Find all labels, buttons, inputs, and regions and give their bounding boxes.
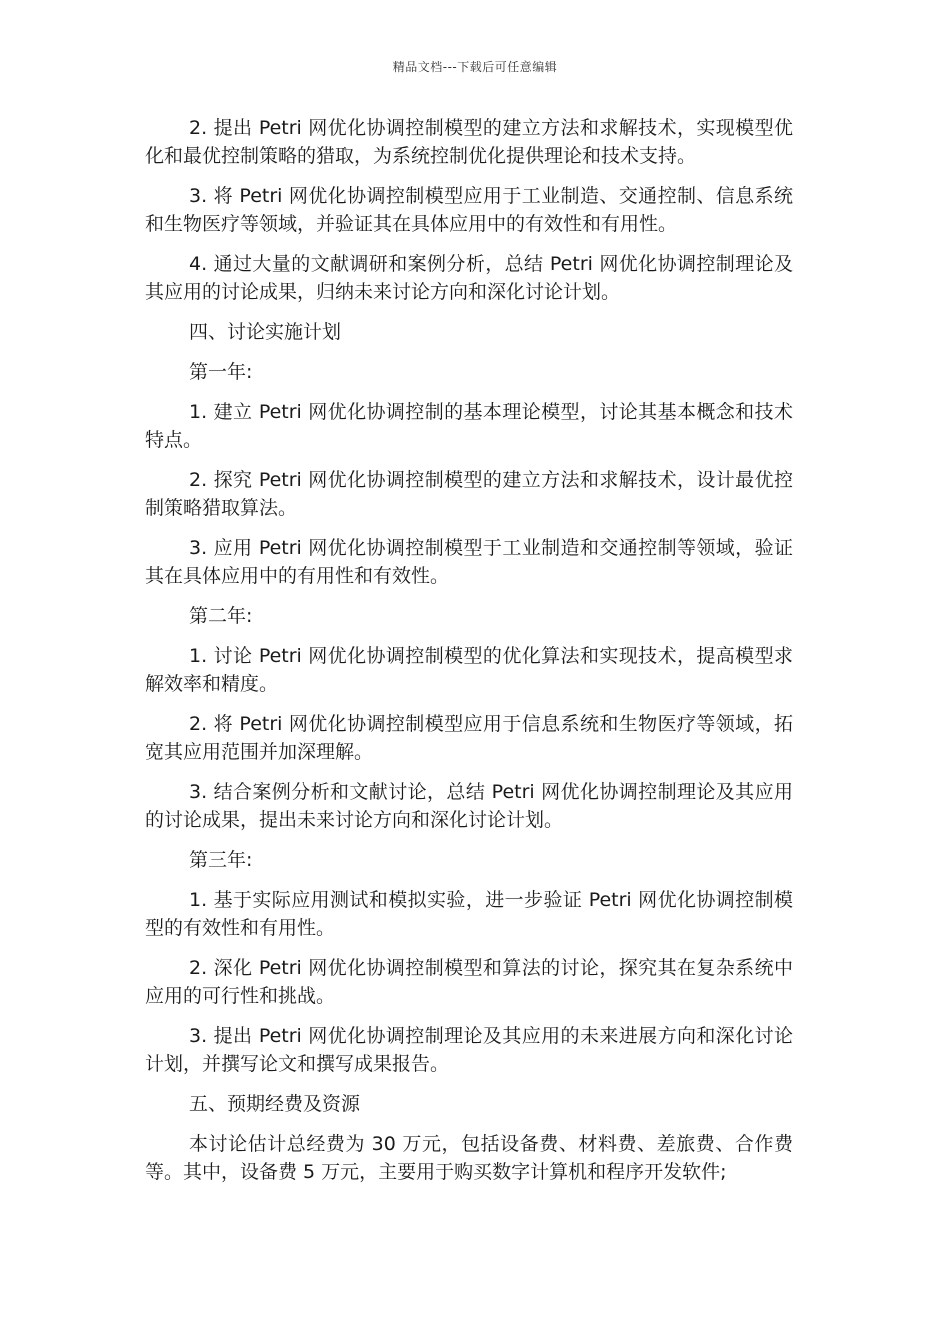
section-heading: 五、预期经费及资源 (189, 1093, 361, 1115)
paragraph: 2. 探究 Petri 网优化协调控制模型的建立方法和求解技术，设计最优控制策略猎取算法。 (145, 469, 793, 519)
year-heading: 第二年: (189, 605, 253, 627)
year-heading: 第三年: (189, 849, 253, 871)
paragraph: 本讨论估计总经费为 30 万元，包括设备费、材料费、差旅费、合作费等。其中，设备费 5 万元，主要用于购买数字计算机和程序开发软件; (145, 1133, 793, 1183)
paragraph: 1. 建立 Petri 网优化协调控制的基本理论模型，讨论其基本概念和技术特点。 (145, 401, 793, 451)
page-header-watermark: 精品文档---下载后可任意编辑 (392, 60, 558, 74)
paragraph: 3. 应用 Petri 网优化协调控制模型于工业制造和交通控制等领域，验证其在具体应用中的有用性和有效性。 (145, 537, 793, 587)
paragraph: 4. 通过大量的文献调研和案例分析，总结 Petri 网优化协调控制理论及其应用的讨论成果，归纳未来讨论方向和深化讨论计划。 (145, 253, 793, 303)
paragraph: 3. 将 Petri 网优化协调控制模型应用于工业制造、交通控制、信息系统和生物医疗等领域，并验证其在具体应用中的有效性和有用性。 (145, 185, 793, 235)
paragraph: 1. 讨论 Petri 网优化协调控制模型的优化算法和实现技术，提高模型求解效率和精度。 (145, 645, 793, 695)
paragraph: 2. 深化 Petri 网优化协调控制模型和算法的讨论，探究其在复杂系统中应用的可行性和挑战。 (145, 957, 793, 1007)
section-heading: 四、讨论实施计划 (189, 321, 342, 343)
year-heading: 第一年: (189, 361, 253, 383)
paragraph: 2. 将 Petri 网优化协调控制模型应用于信息系统和生物医疗等领域，拓宽其应用范围并加深理解。 (145, 713, 793, 763)
document-body (145, 114, 793, 1198)
paragraph: 2. 提出 Petri 网优化协调控制模型的建立方法和求解技术，实现模型优化和最优控制策略的猎取，为系统控制优化提供理论和技术支持。 (145, 117, 793, 167)
paragraph: 3. 结合案例分析和文献讨论，总结 Petri 网优化协调控制理论及其应用的讨论成果，提出未来讨论方向和深化讨论计划。 (145, 781, 793, 831)
paragraph: 1. 基于实际应用测试和模拟实验，进一步验证 Petri 网优化协调控制模型的有效性和有用性。 (145, 889, 793, 939)
paragraph: 3. 提出 Petri 网优化协调控制理论及其应用的未来进展方向和深化讨论计划，并撰写论文和撰写成果报告。 (145, 1025, 793, 1075)
